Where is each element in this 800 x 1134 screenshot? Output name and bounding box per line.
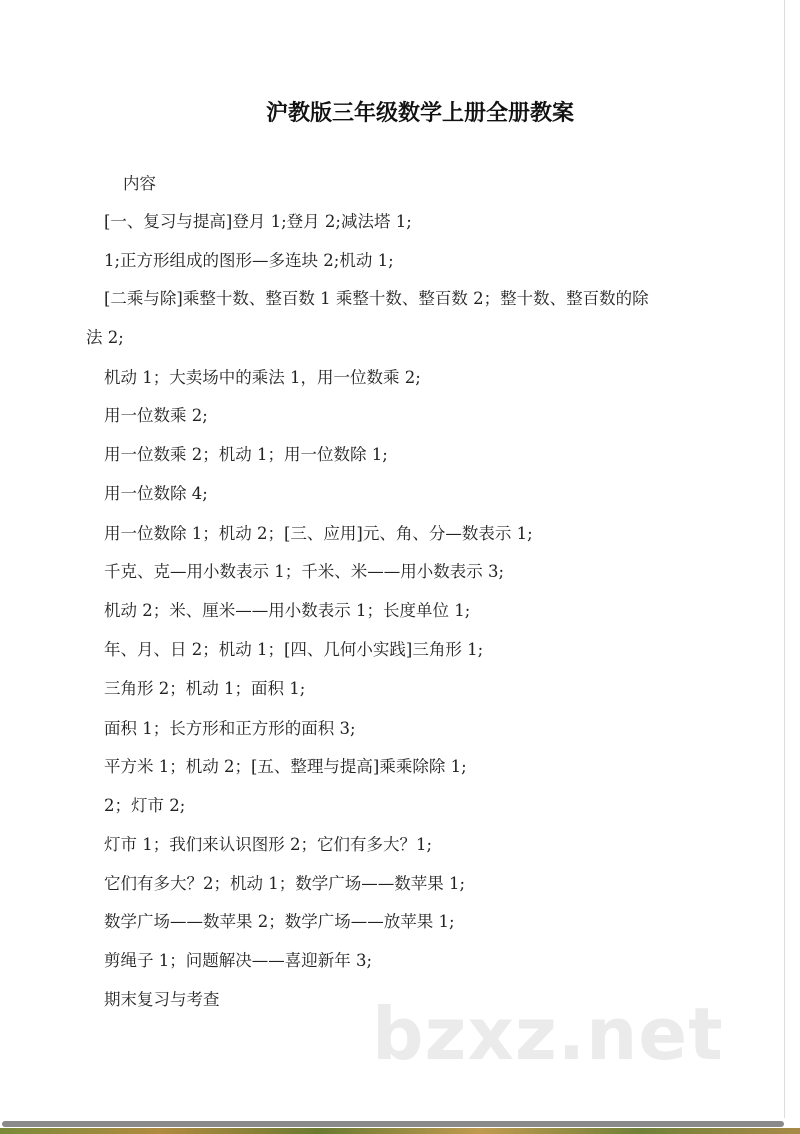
- paragraph-line: 用一位数乘 2;: [104, 406, 208, 425]
- paragraph-line: [一、复习与提高]登月 1;登月 2;减法塔 1;: [104, 212, 412, 231]
- paragraph-line: 1;正方形组成的图形—多连块 2;机动 1;: [104, 251, 394, 270]
- paragraph-line: 平方米 1；机动 2；[五、整理与提高]乘乘除除 1;: [104, 757, 467, 776]
- paragraph-line: 剪绳子 1；问题解决——喜迎新年 3;: [104, 951, 373, 970]
- watermark: bzxz.net: [372, 992, 724, 1076]
- paragraph-line: 年、月、日 2；机动 1；[四、几何小实践]三角形 1;: [104, 640, 484, 659]
- paragraph-line: 三角形 2；机动 1；面积 1;: [104, 679, 306, 698]
- paragraph-line: 灯市 1；我们来认识图形 2；它们有多大？1;: [104, 835, 433, 854]
- paragraph-line: 2；灯市 2;: [104, 796, 186, 815]
- paragraph-line: 千克、克—用小数表示 1；千米、米——用小数表示 3;: [104, 562, 505, 581]
- paragraph-line: 用一位数除 4;: [104, 484, 208, 503]
- paragraph-line: 面积 1；长方形和正方形的面积 3;: [104, 719, 356, 738]
- paragraph-line: 数学广场——数苹果 2；数学广场——放苹果 1;: [104, 912, 455, 931]
- paragraph-line: 期末复习与考查: [104, 990, 220, 1009]
- paragraph-line: 内容: [123, 174, 156, 193]
- document-title: 沪教版三年级数学上册全册教案: [265, 101, 574, 126]
- horizontal-scrollbar[interactable]: [2, 1121, 784, 1127]
- paragraph-line: 机动 2；米、厘米——用小数表示 1；长度单位 1;: [104, 601, 471, 620]
- paragraph-line: [二乘与除]乘整十数、整百数 1 乘整十数、整百数 2；整十数、整百数的除: [104, 289, 649, 308]
- paragraph-line: 用一位数乘 2；机动 1；用一位数除 1;: [104, 445, 388, 464]
- paragraph-line: 它们有多大？2；机动 1；数学广场——数苹果 1;: [104, 874, 466, 893]
- paragraph-line: 机动 1；大卖场中的乘法 1，用一位数乘 2;: [104, 368, 421, 387]
- paragraph-line: 法 2;: [86, 328, 124, 347]
- background-strip: [0, 1128, 800, 1134]
- paragraph-line: 用一位数除 1；机动 2；[三、应用]元、角、分—数表示 1;: [104, 524, 533, 543]
